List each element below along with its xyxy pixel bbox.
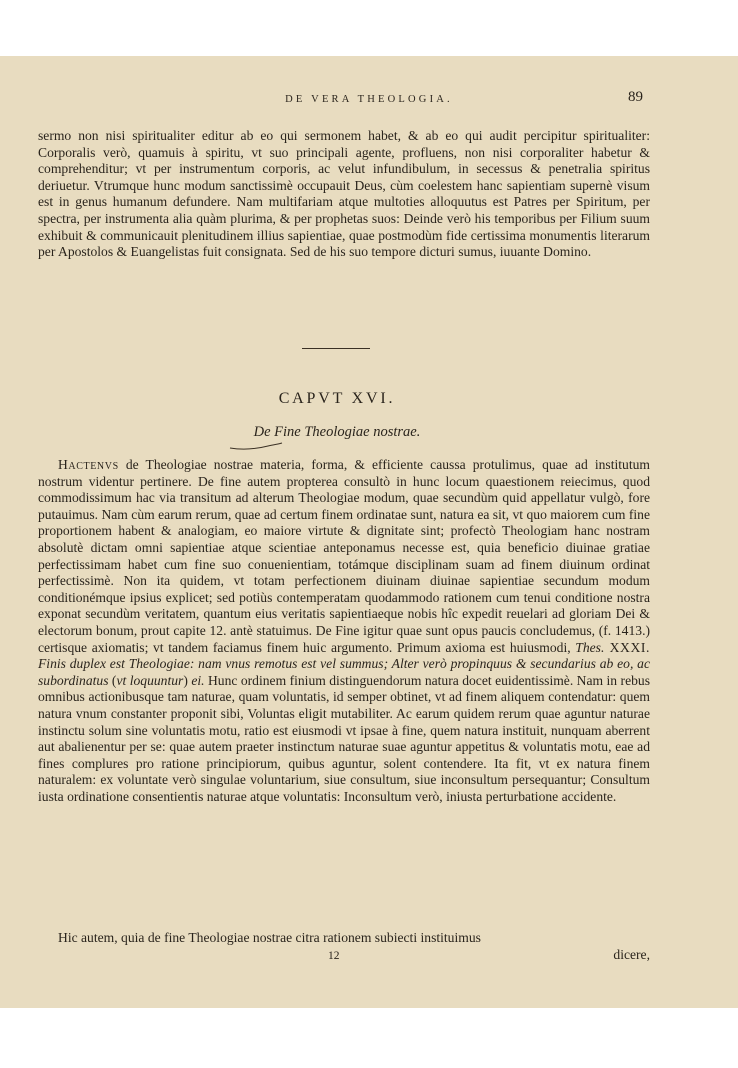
thesis-reference: Thes.: [575, 639, 605, 655]
axiom-aside: vt loquuntur: [116, 672, 184, 688]
paren-close: ): [183, 672, 192, 688]
opening-word: Hactenvs: [58, 457, 119, 472]
paragraph-2-text-a: de Theologiae nostrae materia, forma, & efficiente caussa protulimus, quae ad institutum nostrum videntur pertinere. De fine autem propterea consultò in hunc locum quaestionem reiecimus, quod commodissimum hac via transitum ad alterum Theologiae modum, quae secundùm quid appellatur vulgò, fore putauimus. Nam cùm earum rerum, quae ad certum finem ordinatae sunt, natura ea sit, vt quo maiorem cum fine proportionem habent & analogiam, eo maiore virtute & dignitate sint; profectò Theologiam hanc nostram absolutè dictam omni sapientiae atque scientiae anteponamus necesse est, quia beneficio diuinae gratiae perfectissimam habet cum fine suo conuenientiam, totámque disciplinam suam ad finem diuinum ordinat perfectissimè. Non ita quidem, vt totam perfectionem diuinam diuinae sapientiae secundum modum conditionémque ipsius explicet; sed potiùs contemperatam quodammodo rationem cum tenui conditione nostra exponat secundùm veritatem, quantum eius veritatis sapientiaeque nobis hîc expedit reuelari ad gloriam Dei & electorum bonum, prout capite 12. antè statuimus. De Fine igitur quae sunt opus paucis concludemus, (f. 1413.) certisque axiomatis; vt tandem faciamus finem huic argumento. Primum axioma est huiusmodi,: [38, 457, 650, 655]
signature-mark: 12: [328, 950, 340, 962]
book-page: [0, 56, 738, 1008]
running-title: DE VERA THEOLOGIA.: [285, 94, 453, 105]
axiom-end: ei.: [191, 672, 205, 688]
pen-flourish-icon: [228, 442, 284, 450]
chapter-title: CAPVT XVI.: [278, 390, 396, 407]
axiom-quote: Finis duplex est Theologiae: nam vnus remotus est vel summus; Alter verò propinquus & secundarius ab eo, ac subordinatus: [38, 656, 650, 688]
page-number: 89: [628, 89, 643, 105]
paren-open: (: [108, 672, 117, 688]
catchword: dicere,: [613, 947, 650, 962]
paragraph-2-text-b: Hunc ordinem finium distinguendorum natura docet euidentissimè. Nam in rebus omnibus actionibusque tam naturae, quam voluntatis, id semper obtinet, vt ad finem aliquem contendatur: quem natura vnum constanter proponit sibi, Voluntas eligit mutabiliter. Ac earum quidem rerum quae aguntur naturae instinctu solum sine voluntatis motu, ratio est eiusmodi vt ipsae à fine, quem natura instituit, nunquam aberrent aut abalienentur per se: quae autem praeter instinctum naturae suae aguntur appetitus & voluntatis motu, eae ad fines complures pro ratione principiorum, quibus aguntur, solent contendere. Ita fit, vt ex natura finem naturalem: ex voluntate verò singulae voluntarium, siue consultum, siue inconsultum persequantur; Consultum iusta ordinatione consentientis naturae atque voluntatis: Inconsultum verò, iniusta perturbatione accidente.: [38, 672, 650, 804]
paragraph-3: Hic autem, quia de fine Theologiae nostrae citra rationem subiecti instituimus: [58, 930, 481, 945]
thesis-number: XXXI.: [604, 639, 651, 655]
chapter-subtitle: De Fine Theologiae nostrae.: [253, 424, 421, 440]
paragraph-1: sermo non nisi spiritualiter editur ab eo qui sermonem habet, & ab eo qui audit percipitur spiritualiter: Corporalis verò, quamuis à spiritu, vt suo principali agente, profluens, non nisi corporaliter habetur & comprehenditur; vt per instrumentum corporis, ac velut infundibulum, in secessus & penetralia spiritus deriuetur. Vtrumque hunc modum sanctissimè occupauit Deus, cùm coelestem hanc sapientiam supernè visum est in genus humanum defundere. Nam multifariam atque multoties alloquutus est Patres per Spiritum, per spectra, per instrumenta alia quàm plurima, & per prophetas suos: Deinde verò his temporibus per Filium suum exhibuit & communicauit plenitudinem illius sapientiae, quae postmodùm fide certissima monumentis literarum per Apostolos & Euangelistas fuit consignata. Sed de his suo tempore dicturi sumus, iuuante Domino.: [38, 128, 650, 260]
paragraph-2: [38, 457, 650, 805]
section-divider: [302, 348, 370, 349]
